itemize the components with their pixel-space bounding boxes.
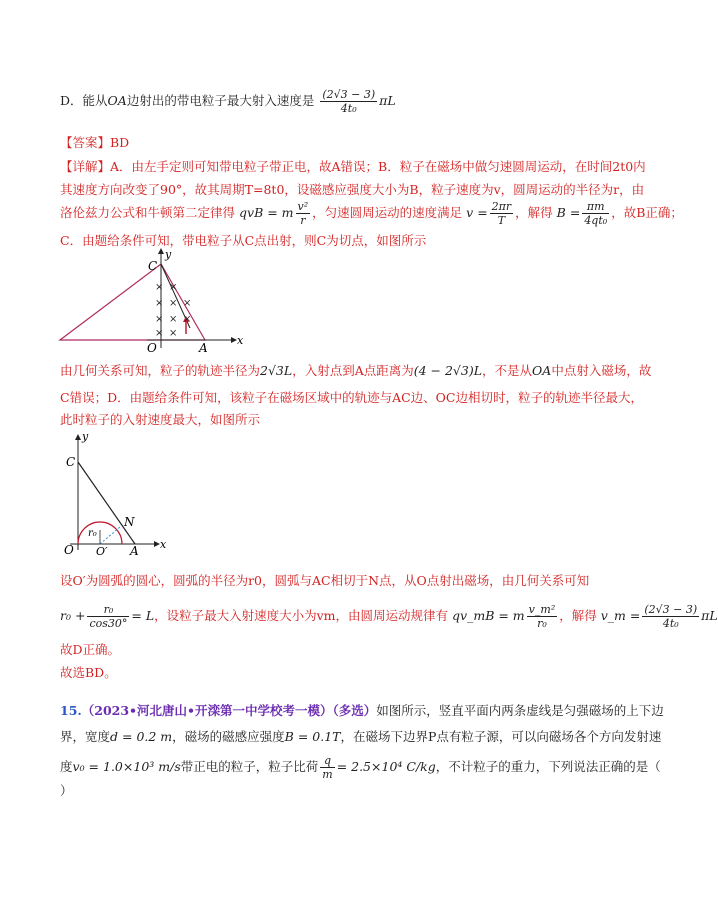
svg-text:×: ×	[169, 298, 178, 309]
svg-text:×: ×	[183, 314, 192, 325]
fig1-y-label: y	[165, 248, 172, 261]
detail-line-1: 【详解】A．由左手定则可知带电粒子带正电，故A错误；B．粒子在磁场中做匀速圆周运动，在时间2t0内	[60, 159, 646, 174]
detail-line-11: 故选BD。	[60, 665, 117, 680]
fig2-c-label: C	[66, 455, 76, 469]
detail-line-9: r₀ + $\frac{\text{r₀}}{\cos 30^\circ}$ = L，设粒子最大入射速度大小为vm，由圆周运动规律有 qv_mB = m $\frac{\text{v\_m²}}{\text{r₀}}$ ，解得 v_m = $\frac{(2√3 - 3)}{\text{4t₀}}$ πL	[60, 603, 718, 630]
svg-text:×: ×	[155, 328, 164, 339]
detail-line-3: 洛伦兹力公式和牛顿第二定律得 qvB = m $\frac{\text{v²}}{r}$ ，匀速圆周运动的速度满足 v = $\frac{2\pi r}{T}$ ，解得 B = $\frac{\pi m}{\text{4qt₀}}$ ，故B正确；	[60, 200, 683, 227]
detail-line-5: 由几何关系可知，粒子的轨迹半径为2√3L，入射点到A点距离为(4 − 2√3)L，不是从OA中点射入磁场，故	[60, 363, 652, 378]
fig2-x-label: x	[160, 538, 167, 551]
detail-line-10: 故D正确。	[60, 642, 121, 657]
fig2-o-label: O	[64, 543, 74, 557]
option-d-tail: πL	[379, 93, 396, 108]
question-15-line-1: 15.（2023•河北唐山•开滦第一中学校考一模）（多选）如图所示，竖直平面内两条虚线是匀强磁场的上下边	[60, 703, 664, 718]
svg-text:×: ×	[155, 298, 164, 309]
fig2-o-prime-label: O′	[96, 545, 108, 558]
question-15-line-4: ）	[60, 783, 73, 798]
detail-line-7: 此时粒子的入射速度最大，如图所示	[60, 412, 261, 427]
fig1-c-label: C	[148, 259, 158, 273]
answer-label: 【答案】BD	[60, 135, 130, 150]
question-source: （2023•河北唐山•开滦第一中学校考一模）（多选）	[81, 703, 377, 718]
detail-line-6: C错误；D．由题给条件可知，该粒子在磁场区域中的轨迹与AC边、OC边相切时，粒子的轨迹半径最大，	[60, 390, 643, 405]
fig2-a-label: A	[130, 544, 139, 558]
fig1-a-label: A	[199, 341, 208, 355]
svg-text:×: ×	[169, 282, 178, 293]
fig1-x-label: x	[237, 334, 244, 347]
option-d-prefix: D．能从	[60, 93, 108, 108]
detail-line-4: C．由题给条件可知，带电粒子从C点出射，则C为切点，如图所示	[60, 233, 427, 248]
detail-line-8: 设O′为圆弧的圆心，圆弧的半径为r0，圆弧与AC相切于N点，从O点射出磁场，由几何关系可知	[60, 573, 590, 588]
svg-text:×: ×	[169, 314, 178, 325]
svg-text:×: ×	[183, 298, 192, 309]
question-15-line-3: 度v₀ = 1.0×10³ m/s带正电的粒子，粒子比荷 $\frac{q}{m}$ = 2.5×10⁴ C/kg，不计粒子的重力，下列说法正确的是（	[60, 754, 661, 781]
fig1-o-label: O	[147, 341, 157, 355]
svg-text:×: ×	[155, 314, 164, 325]
option-d-text: 边射出的带电粒子最大射入速度是	[126, 93, 315, 108]
figure-2-tangent-arc-diagram	[60, 432, 180, 560]
svg-text:×: ×	[169, 328, 178, 339]
detail-line-2: 其速度方向改变了90°，故其周期T=8t0，设磁感应强度大小为B，粒子速度为v，圆周运动的半径为r，由	[60, 182, 645, 197]
figure-1-triangle-diagram	[55, 248, 255, 358]
svg-text:×: ×	[155, 282, 164, 293]
fig2-r0-label: r₀	[88, 528, 97, 539]
fig2-n-label: N	[124, 515, 135, 529]
question-15-line-2: 界，宽度d = 0.2 m，磁场的磁感应强度B = 0.1T，在磁场下边界P点有粒子源，可以向磁场各个方向发射速	[60, 729, 662, 744]
question-number: 15.	[60, 703, 82, 718]
fig2-y-label: y	[82, 430, 89, 443]
option-d	[60, 88, 396, 115]
option-d-oa: OA	[107, 93, 127, 108]
option-d-fraction: $\frac{(2√3 - 3)}{\text{4t₀}}$	[322, 88, 376, 115]
